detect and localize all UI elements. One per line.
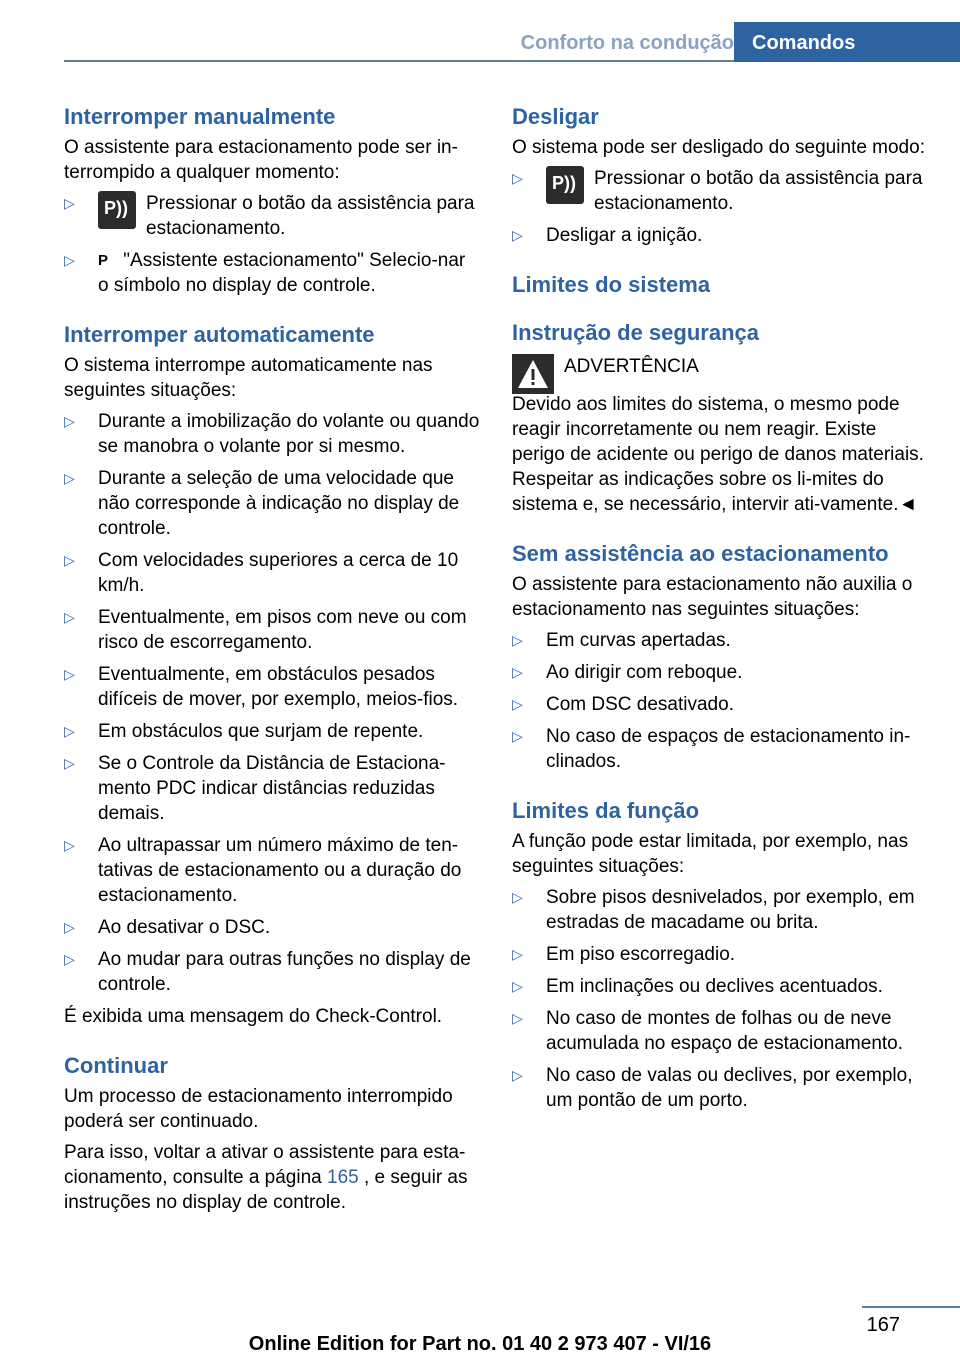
page-link[interactable]: 165 xyxy=(327,1167,359,1188)
list xyxy=(512,166,928,248)
heading-interrupt-manual: Interromper manualmente xyxy=(64,104,336,129)
list-item: ▷ Ao ultrapassar um número máximo de ten-tativas de estacionamento ou a duração do estacionamento. xyxy=(64,833,480,908)
parking-assist-button-icon: ▷ P)) xyxy=(98,191,136,229)
list-item: ▷ Ao dirigir com reboque. xyxy=(512,660,928,685)
list-item: ▷ Sobre pisos desnivelados, por exemplo, em estradas de macadame ou brita. xyxy=(512,885,928,935)
page-number-rule xyxy=(862,1306,960,1308)
parking-assist-button-icon: ▷ P)) xyxy=(546,166,584,204)
list-item: ▷ Ao desativar o DSC. xyxy=(64,915,480,940)
paragraph: O assistente para estacionamento não auxilia o estacionamento nas seguintes situações: xyxy=(512,574,913,620)
paragraph: Um processo de estacionamento interrompido poderá ser continuado. xyxy=(64,1086,453,1132)
list-item: ▷ Durante a seleção de uma velocidade que não corresponde à indicação no display de controle. xyxy=(64,466,480,541)
list-item: ▷ No caso de montes de folhas ou de neve acumulada no espaço de estacionamento. xyxy=(512,1006,928,1056)
page-number: 167 xyxy=(866,1314,900,1336)
list-item: ▷ P)) Pressionar o botão da assistência para estacionamento. xyxy=(64,191,480,241)
paragraph: Para isso, voltar a ativar o assistente para esta-cionamento, consulte a página 165 , e seguir as instruções no display de controle. xyxy=(64,1142,468,1213)
footer-edition: Online Edition for Part no. 01 40 2 973 407 - VI/16 xyxy=(248,1333,712,1355)
list-item: ▷ Eventualmente, em pisos com neve ou com risco de escorregamento. xyxy=(64,605,480,655)
warning-text: Devido aos limites do sistema, o mesmo pode reagir incorretamente ou nem reagir. Existe perigo de acidente ou perigo de danos materiais. Respeitar as indicações sobre os li-mites do sistema e, se necessário, intervir ati-vamente.◄ xyxy=(512,394,924,515)
paragraph: É exibida uma mensagem do Check-Control. xyxy=(64,1006,443,1027)
list-item: ▷ P "Assistente estacionamento" Selecio-nar o símbolo no display de controle. xyxy=(64,248,480,298)
list-item: ▷ No caso de espaços de estacionamento in-clinados. xyxy=(512,724,928,774)
heading-safety: Instrução de segurança xyxy=(512,320,759,345)
warning-icon xyxy=(512,354,554,394)
list-item: ▷ Em obstáculos que surjam de repente. xyxy=(64,719,480,744)
left-column xyxy=(64,102,480,1221)
warning-title: ADVERTÊNCIA xyxy=(564,356,699,377)
header-chapter-tab: Comandos xyxy=(734,22,960,62)
paragraph: O sistema interrompe automaticamente nas seguintes situações: xyxy=(64,355,433,401)
list-item: ▷ Em inclinações ou declives acentuados. xyxy=(512,974,928,999)
heading-switch-off: Desligar xyxy=(512,104,599,129)
list-item: ▷ No caso de valas ou declives, por exemplo, um pontão de um porto. xyxy=(512,1063,928,1113)
list-item: ▷ Eventualmente, em obstáculos pesados difíceis de mover, por exemplo, meios-fios. xyxy=(64,662,480,712)
paragraph: O sistema pode ser desligado do seguinte modo: xyxy=(512,137,925,158)
paragraph: O assistente para estacionamento pode ser in-terrompido a qualquer momento: xyxy=(64,137,458,183)
list-item: ▷ Desligar a ignição. xyxy=(512,223,928,248)
list xyxy=(64,191,480,298)
warning-box xyxy=(512,354,928,394)
list-item: ▷ Em curvas apertadas. xyxy=(512,628,928,653)
heading-function-limits: Limites da função xyxy=(512,798,700,823)
right-column xyxy=(512,102,928,1120)
header-section: Conforto na condução xyxy=(520,32,734,54)
list-item: ▷ Em piso escorregadio. xyxy=(512,942,928,967)
list-item: ▷ P)) Pressionar o botão da assistência para estacionamento. xyxy=(512,166,928,216)
heading-continue: Continuar xyxy=(64,1053,168,1078)
list-item: ▷ Durante a imobilização do volante ou quando se manobra o volante por si mesmo. xyxy=(64,409,480,459)
list-item: ▷ Com velocidades superiores a cerca de 10 km/h. xyxy=(64,548,480,598)
heading-interrupt-auto: Interromper automaticamente xyxy=(64,322,375,347)
paragraph: A função pode estar limitada, por exemplo, nas seguintes situações: xyxy=(512,831,909,877)
heading-no-assistance: Sem assistência ao estacionamento xyxy=(512,541,889,566)
list xyxy=(512,885,928,1113)
list-item: ▷ Com DSC desativado. xyxy=(512,692,928,717)
list-item: ▷ Se o Controle da Distância de Estaciona-mento PDC indicar distâncias reduzidas demais. xyxy=(64,751,480,826)
list xyxy=(512,628,928,774)
heading-system-limits: Limites do sistema xyxy=(512,272,711,297)
parking-assistant-symbol-icon: P xyxy=(98,252,109,269)
list xyxy=(64,409,480,997)
list-item: ▷ Ao mudar para outras funções no display de controle. xyxy=(64,947,480,997)
